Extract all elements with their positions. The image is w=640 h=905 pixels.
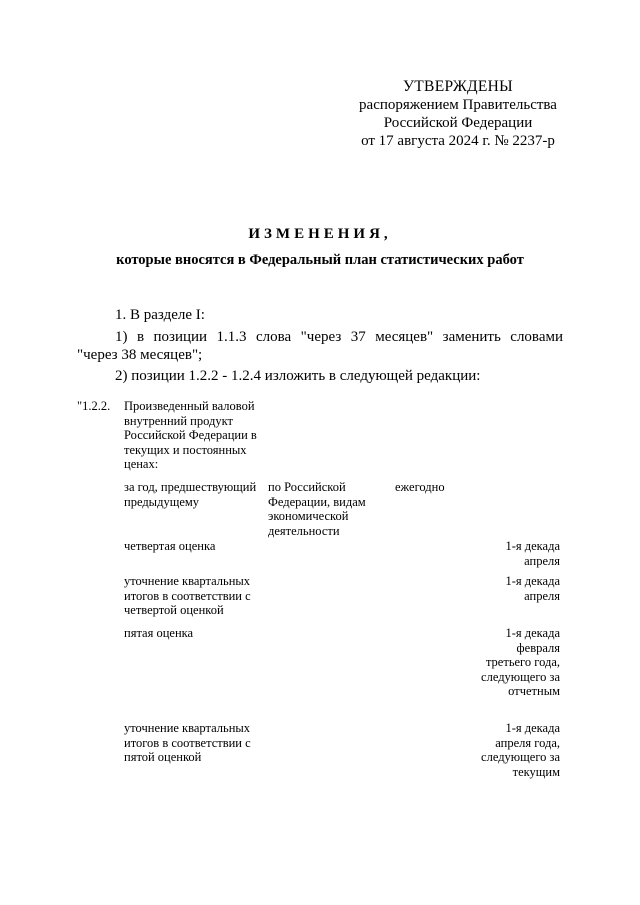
- document-title: ИЗМЕНЕНИЯ,: [248, 226, 392, 242]
- approval-government: Российской Федерации: [383, 115, 533, 131]
- approval-stamp: [300, 78, 616, 150]
- row-indicator: пятая оценка: [124, 626, 194, 640]
- document-subtitle: которые вносятся в Федеральный план статистических работ: [116, 252, 524, 268]
- item-2: 2) позиции 1.2.2 - 1.2.4 изложить в следующей редакции:: [115, 368, 481, 384]
- section-intro: 1. В разделе I:: [115, 307, 205, 323]
- row-frequency: ежегодно: [395, 480, 445, 494]
- row-breakdown: по Российской Федерации, видам экономической деятельности: [268, 480, 366, 538]
- row-indicator: четвертая оценка: [124, 539, 216, 553]
- row-indicator: уточнение квартальных итогов в соответствии с пятой оценкой: [124, 721, 251, 764]
- approval-date: от 17 августа 2024 г. № 2237-р: [361, 133, 555, 149]
- row-indicator: уточнение квартальных итогов в соответствии с четвертой оценкой: [124, 574, 251, 617]
- row-deadline: 1-я декада апреля года, следующего за текущим: [481, 721, 560, 779]
- row-deadline: 1-я декада февраля третьего года, следующего за отчетным: [481, 626, 560, 698]
- approval-authority: распоряжением Правительства: [359, 97, 557, 113]
- row-deadline: 1-я декада апреля: [505, 574, 560, 603]
- row-deadline: 1-я декада апреля: [505, 539, 560, 568]
- position-name: Произведенный валовой внутренний продукт Российской Федерации в текущих и постоянных ценах:: [124, 399, 257, 471]
- position-code: "1.2.2.: [77, 399, 111, 413]
- approval-heading: УТВЕРЖДЕНЫ: [403, 78, 513, 95]
- item-1-line2: "через 38 месяцев";: [77, 347, 203, 363]
- item-1-line1: 1) в позиции 1.1.3 слова "через 37 месяцев" заменить словами: [115, 329, 563, 345]
- row-indicator: за год, предшествующий предыдущему: [124, 480, 257, 509]
